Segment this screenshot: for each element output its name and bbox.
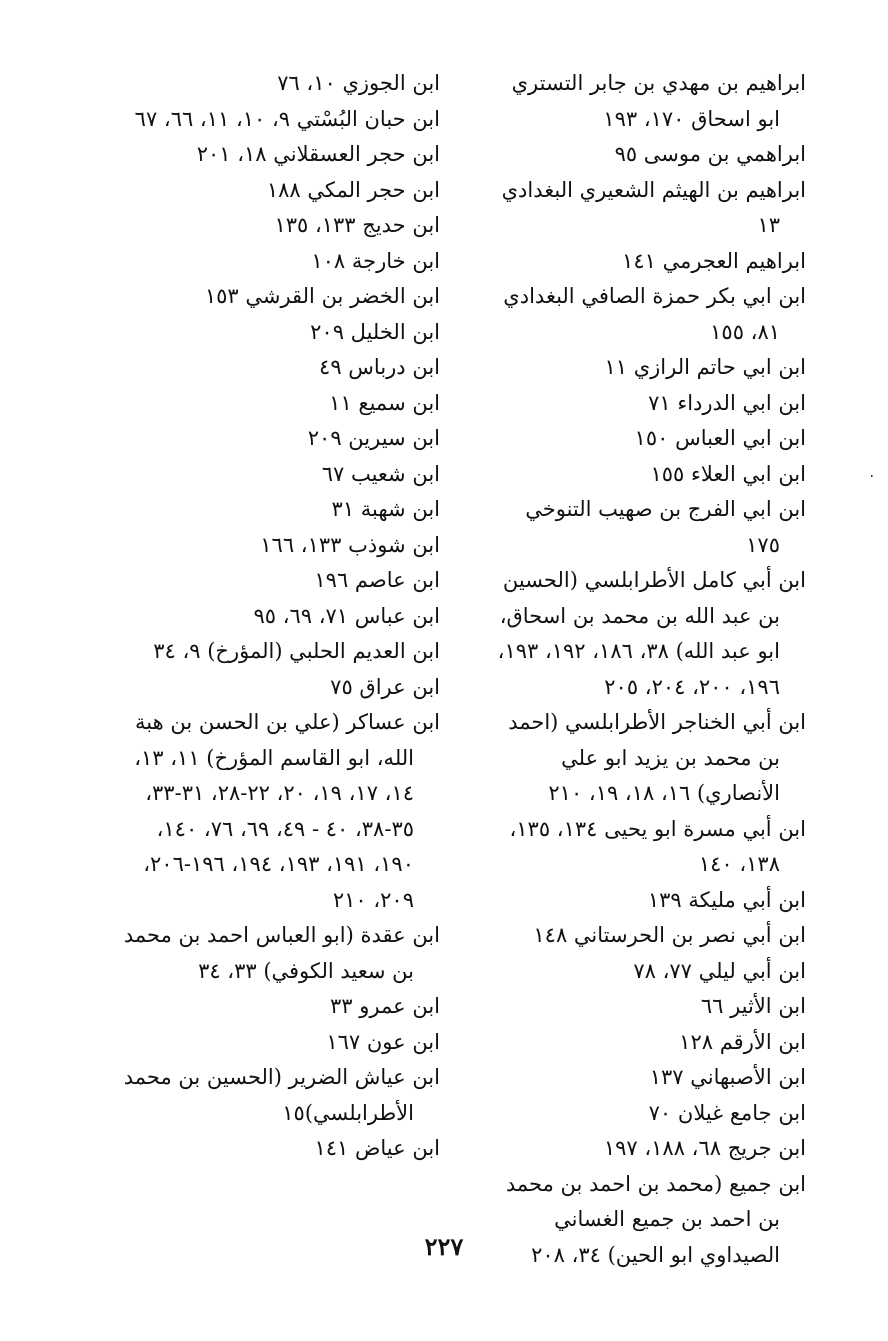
index-entry: ابن العديم الحلبي (المؤرخ) ٩، ٣٤ [153, 639, 440, 663]
index-entry: ابن أبي كامل الأطرابلسي (الحسين بن عبد الله بن محمد بن اسحاق، ابو عبد الله) ٣٨، ١٨٦، ١٩٢، ١٩٣، ١٩٦، ٢٠٠، ٢٠٤، ٢٠٥ [497, 568, 806, 699]
index-entry: ابن درباس ٤٩ [319, 355, 440, 379]
index-entry: ابن أبي الخناجر الأطرابلسي (احمد بن محمد بن يزيد ابو علي الأنصاري) ١٦، ١٨، ١٩، ٢١٠ [508, 710, 806, 805]
index-entry: ابن عون ١٦٧ [326, 1029, 440, 1054]
index-entry: ابن حبان البُسْتي ٩، ١٠، ١١، ٦٦، ٦٧ [134, 106, 440, 131]
index-entry: ابن ابي الدرداء ٧١ [648, 390, 806, 415]
index-entry: ابن جميع (محمد بن احمد بن محمد بن احمد بن جميع الغساني الصيداوي ابو الحين) ٣٤، ٢٠٨ [505, 1171, 806, 1267]
index-entry: ابن الجوزي ١٠، ٧٦ [277, 71, 440, 95]
index-entry: ابن عساكر (علي بن الحسن بن هبة الله، ابو القاسم المؤرخ) ١١، ١٣، ١٤، ١٧، ١٩، ٢٠، ٢٢-٢٨، ٣١-٣٣، ٣٥-٣٨، ٤٠ - ٤٩، ٦٩، ٧٦، ١٤٠، ١٩٠، ١٩١، ١٩٣، ١٩٤، ١٩٦-٢٠٦، ٢٠٩، ٢١٠ [134, 710, 440, 912]
index-entry: ابن حجر العسقلاني ١٨، ٢٠١ [196, 142, 440, 166]
index-entry: ابن جريج ٦٨، ١٨٨، ١٩٧ [603, 1136, 806, 1160]
index-entry: ابن الأرقم ١٢٨ [679, 1029, 806, 1054]
index-entry: ابن أبي مليكة ١٣٩ [647, 887, 806, 912]
index-entry: ابن ابي حاتم الرازي ١١ [604, 355, 806, 379]
index-entry: ابن أبي مسرة ابو يحيى ١٣٤، ١٣٥، ١٣٨، ١٤٠ [509, 816, 806, 876]
index-entry: ابراهيم بن مهدي بن جابر التستري ابو اسحاق ١٧٠، ١٩٣ [511, 71, 806, 131]
index-entry: ابن الخضر بن القرشي ١٥٣ [204, 284, 440, 308]
index-entry: ابن ابي الفرج بن صهيب التنوخي ١٧٥ [525, 497, 806, 557]
index-entry: ابن حديج ١٣٣، ١٣٥ [274, 213, 440, 237]
index-column-right [486, 66, 806, 1273]
index-entry: ابراهيم العجرمي ١٤١ [622, 248, 806, 273]
index-entry: ابراهيم بن الهيثم الشعيري البغدادي ١٣ [501, 177, 806, 237]
index-entry: ابن عياش الضرير (الحسين بن محمد الأطرابلسي)١٥ [123, 1065, 440, 1125]
index-entry: ابن عباس ٧١، ٦٩، ٩٥ [253, 603, 440, 628]
page-number: ٢٢٧ [424, 1232, 464, 1261]
index-column-left [120, 66, 440, 1167]
index-entry: ابن شوذب ١٣٣، ١٦٦ [260, 532, 440, 557]
index-entry: ابن جامع غيلان ٧٠ [648, 1100, 806, 1125]
index-entry: ابن الأثير ٦٦ [700, 994, 806, 1018]
index-entry: ابن ابي العلاء ١٥٥ [650, 461, 806, 486]
index-entry: ابن الأصبهاني ١٣٧ [649, 1065, 806, 1089]
index-entry: ابراهمي بن موسى ٩٥ [614, 142, 806, 166]
index-entry: ابن شعيب ٦٧ [321, 461, 440, 486]
index-entry: ابن ابي العباس ١٥٠ [634, 426, 806, 450]
index-entry: ابن سيرين ٢٠٩ [307, 426, 440, 450]
index-entry: ابن الخليل ٢٠٩ [310, 319, 440, 344]
index-entry: ابن أبي نصر بن الحرستاني ١٤٨ [533, 923, 806, 947]
index-entry: ابن عاصم ١٩٦ [314, 568, 440, 592]
index-entry: ابن حجر المكي ١٨٨ [266, 177, 440, 202]
index-entry: ابن عقدة (ابو العباس احمد بن محمد بن سعيد الكوفي) ٣٣، ٣٤ [123, 923, 440, 983]
index-entry: ابن ابي بكر حمزة الصافي البغدادي ٨١، ١٥٥ [503, 284, 806, 344]
index-entry: ابن عراق ٧٥ [330, 674, 440, 699]
margin-mark: ٠ [868, 468, 876, 484]
index-entry: ابن سميع ١١ [329, 390, 440, 415]
index-entry: ابن عمرو ٣٣ [330, 994, 440, 1018]
index-entry: ابن شهبة ٣١ [331, 497, 440, 521]
index-entry: ابن عياض ١٤١ [314, 1136, 440, 1160]
index-entry: ابن أبي ليلي ٧٧، ٧٨ [633, 958, 806, 983]
index-entry: ابن خارجة ١٠٨ [311, 248, 440, 273]
